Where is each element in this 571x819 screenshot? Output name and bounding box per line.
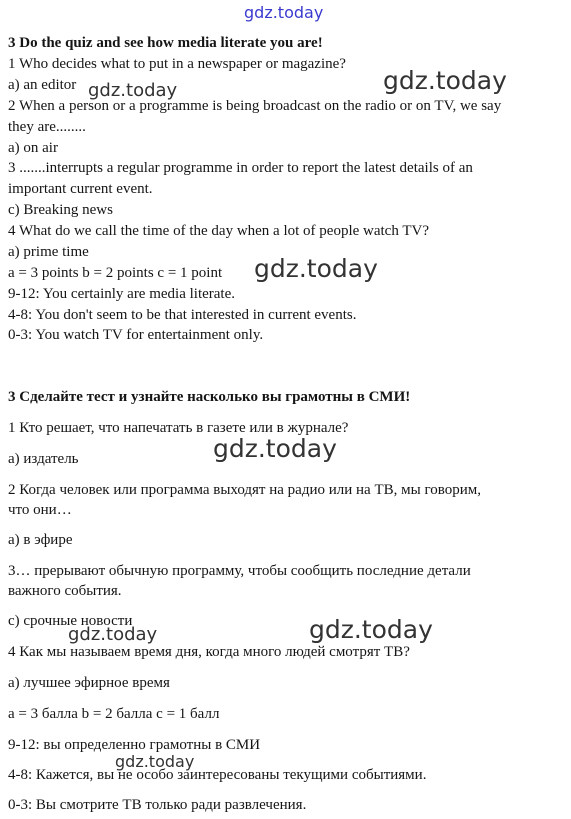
question-3-ru-line-2: важного события. [8,583,122,599]
watermark: gdz.today [88,80,178,101]
answer-3: c) Breaking news [8,202,113,218]
result-low: 0-3: You watch TV for entertainment only. [8,327,264,343]
question-1: 1 Who decides what to put in a newspaper or magazine? [8,56,346,72]
answer-2-ru: а) в эфире [8,532,73,548]
watermark-top: gdz.today [244,3,324,22]
question-4-ru: 4 Как мы называем время дня, когда много людей смотрят ТВ? [8,644,410,660]
result-high-ru: 9-12: вы определенно грамотны в СМИ [8,737,261,753]
result-mid: 4-8: You don't seem to be that interested in current events. [8,307,357,323]
english-title: 3 Do the quiz and see how media literate you are! [8,35,323,51]
points-key-ru: а = 3 балла b = 2 балла с = 1 балл [8,706,220,722]
question-3-line-1: 3 .......interrupts a regular programme in order to report the latest details of an [8,160,473,176]
answer-1: a) an editor [8,77,77,93]
points-key: a = 3 points b = 2 points c = 1 point [8,265,223,281]
answer-2: a) on air [8,140,58,156]
russian-title: 3 Сделайте тест и узнайте насколько вы грамотны в СМИ! [8,389,411,405]
result-mid-ru: 4-8: Кажется, вы не особо заинтересованы текущими событиями. [8,767,427,783]
question-2-ru-line-1: 2 Когда человек или программа выходят на радио или на ТВ, мы говорим, [8,482,481,498]
result-high: 9-12: You certainly are media literate. [8,286,236,302]
answer-1-ru: а) издатель [8,451,79,467]
watermark: gdz.today [383,66,507,95]
watermark: gdz.today [213,434,337,463]
question-3-ru-line-1: 3… прерывают обычную программу, чтобы сообщить последние детали [8,563,471,579]
result-low-ru: 0-3: Вы смотрите ТВ только ради развлечения. [8,797,307,813]
question-2-line-2: they are........ [8,119,86,135]
question-2-line-1: 2 When a person or a programme is being broadcast on the radio or on TV, we say [8,98,502,114]
answer-3-ru: с) срочные новости [8,613,133,629]
answer-4: a) prime time [8,244,89,260]
watermark: gdz.today [254,254,378,283]
answer-4-ru: а) лучшее эфирное время [8,675,170,691]
watermark: gdz.today [309,615,433,644]
question-1-ru: 1 Кто решает, что напечатать в газете или в журнале? [8,420,349,436]
question-4: 4 What do we call the time of the day when a lot of people watch TV? [8,223,429,239]
watermark: gdz.today [115,752,195,771]
question-2-ru-line-2: что они… [8,502,72,518]
watermark: gdz.today [68,624,158,645]
question-3-line-2: important current event. [8,181,153,197]
